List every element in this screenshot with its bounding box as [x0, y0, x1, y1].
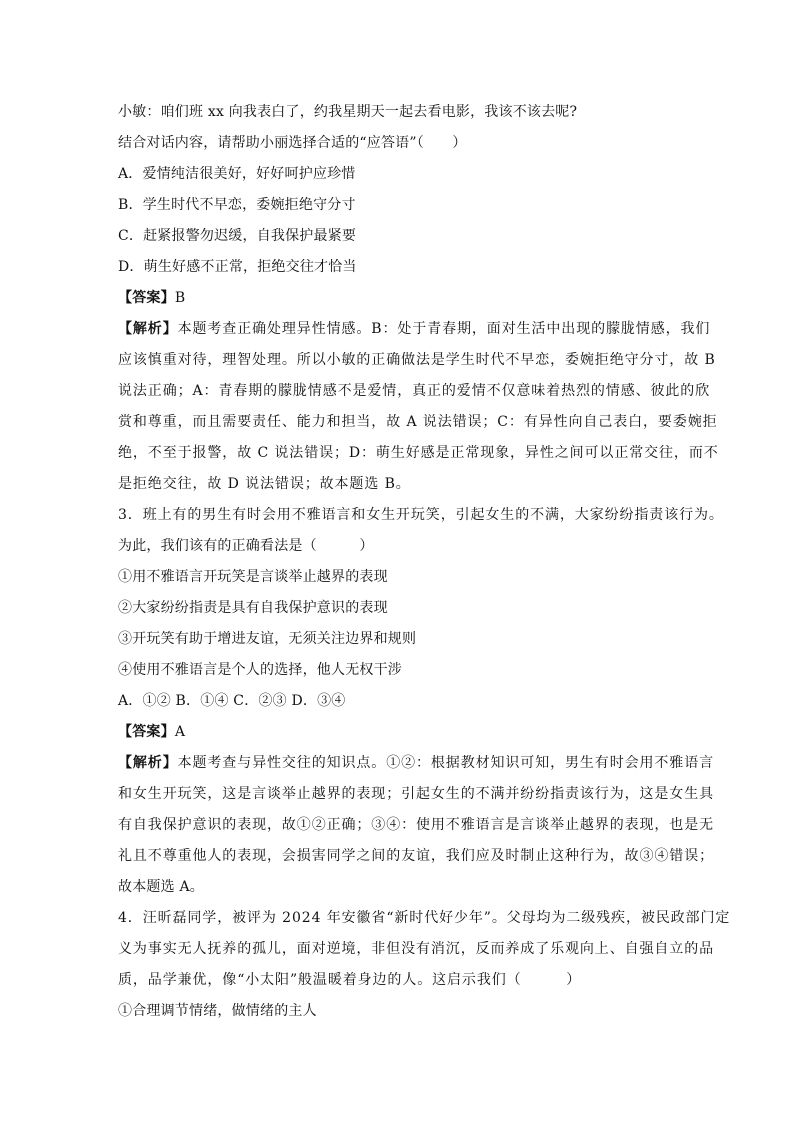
option-b: B．学生时代不早恋，委婉拒绝守分寸 [118, 197, 356, 213]
question-3-stem: 为此，我们该有的正确看法是（ ） [118, 538, 374, 554]
analysis-line: 有自我保护意识的表现，故①②正确；③④：使用不雅语言是言谈举止越界的表现，也是无 [118, 817, 714, 833]
analysis-line [118, 753, 714, 773]
analysis-tag: 【解析】 [118, 321, 178, 337]
question-3-options: A．①② B．①④ C．②③ D．③④ [118, 693, 346, 709]
analysis-line: 绝，不至于报警，故 C 说法错误；D：萌生好感是正常现象，异性之间可以正常交往，而不 [118, 445, 719, 461]
analysis-line: 应该慎重对待，理智处理。所以小敏的正确做法是学生时代不早恋，委婉拒绝守分寸，故 B [118, 352, 716, 368]
statement-2: ②大家纷纷指责是具有自我保护意识的表现 [118, 600, 388, 616]
analysis-text: 本题考查与异性交往的知识点。①②：根据教材知识可知，男生有时会用不雅语言 [177, 755, 715, 771]
statement-4: ④使用不雅语言是个人的选择，他人无权干涉 [118, 662, 402, 678]
question-4-stem: 4．汪昕磊同学，被评为 2024 年安徽省“新时代好少年”。父母均为二级残疾，被民政部门定 [118, 910, 731, 926]
analysis-line [118, 319, 710, 339]
answer-line [118, 288, 185, 308]
analysis-line: 是拒绝交往，故 D 说法错误；故本题选 B。 [118, 476, 411, 492]
analysis-text: 本题考查正确处理异性情感。B：处于青春期，面对生活中出现的朦胧情感，我们 [177, 321, 711, 337]
option-c: C．赶紧报警勿迟缓，自我保护最紧要 [118, 228, 357, 244]
analysis-tag: 【解析】 [118, 755, 178, 771]
analysis-line: 礼且不尊重他人的表现，会损害同学之间的友谊，我们应及时制止这种行为，故③④错误； [118, 848, 714, 864]
analysis-line: 和女生开玩笑，这是言谈举止越界的表现；引起女生的不满并纷纷指责该行为，这是女生具 [118, 786, 714, 802]
question-3-stem: 3．班上有的男生有时会用不雅语言和女生开玩笑，引起女生的不满，大家纷纷指责该行为。 [118, 507, 724, 523]
answer-tag: 【答案】 [118, 290, 175, 306]
option-a: A．爱情纯洁很美好，好好呵护应珍惜 [118, 166, 356, 182]
statement-1: ①合理调节情绪，做情绪的主人 [118, 1003, 317, 1019]
answer-tag: 【答案】 [118, 724, 175, 740]
question-4-stem: 义为事实无人抚养的孤儿，面对逆境，非但没有消沉，反而养成了乐观向上、自强自立的品 [118, 941, 714, 957]
answer-value: A [174, 724, 186, 740]
analysis-line: 赏和尊重，而且需要责任、能力和担当，故 A 说法错误；C：有异性向自己表白，要委婉拒 [118, 414, 718, 430]
answer-value: B [174, 290, 186, 306]
analysis-line: 说法正确；A：青春期的朦胧情感不是爱情，真正的爱情不仅意味着热烈的情感、彼此的欣 [118, 383, 711, 399]
statement-1: ①用不雅语言开玩笑是言谈举止越界的表现 [118, 569, 388, 585]
question-4-stem: 质，品学兼优，像“小太阳”般温暖着身边的人。这启示我们（ ） [118, 972, 582, 988]
answer-line [118, 722, 185, 742]
option-d: D．萌生好感不正常，拒绝交往才恰当 [118, 259, 357, 275]
statement-3: ③开玩笑有助于增进友谊，无须关注边界和规则 [118, 631, 417, 647]
question-stem: 结合对话内容，请帮助小丽选择合适的“应答语”（ ） [118, 135, 467, 151]
analysis-line: 故本题选 A。 [118, 879, 204, 895]
dialogue-line: 小敏：咱们班 xx 向我表白了，约我星期天一起去看电影，我该不该去呢? [118, 104, 578, 120]
